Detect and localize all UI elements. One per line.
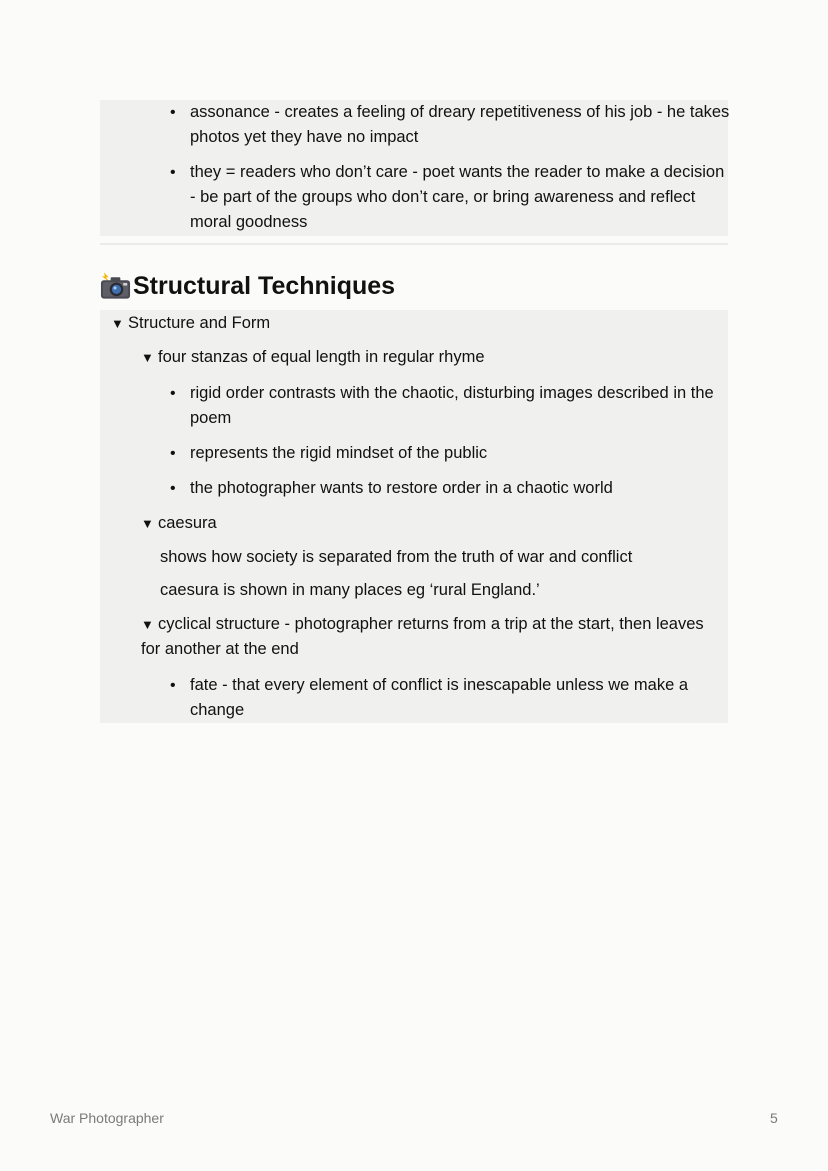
bullet-dot: •	[170, 385, 176, 402]
list-item-text: rigid order contrasts with the chaotic, disturbing images described in the poem	[190, 384, 714, 427]
toggle-label: caesura	[158, 514, 217, 532]
toggle-triangle-icon[interactable]: ▼	[141, 617, 154, 632]
footer-title: War Photographer	[50, 1110, 164, 1126]
list-item-text: the photographer wants to restore order in a chaotic world	[190, 479, 613, 497]
toggle-label: Structure and Form	[128, 314, 271, 332]
paragraph: shows how society is separated from the truth of war and conflict	[160, 548, 633, 566]
toggle-four-stanzas[interactable]	[141, 345, 485, 370]
structure-toggle-block	[100, 310, 728, 723]
list-item-text: they = readers who don’t care - poet wants the reader to make a decision - be part of the groups who don’t care, or bring awareness and reflect moral goodness	[190, 163, 725, 231]
toggle-triangle-icon[interactable]: ▼	[141, 516, 154, 531]
bullet-dot: •	[170, 677, 176, 694]
toggle-triangle-icon[interactable]: ▼	[141, 350, 154, 365]
list-item	[170, 673, 730, 723]
paragraph: caesura is shown in many places eg ‘rural England.’	[160, 581, 540, 599]
list-item	[170, 381, 730, 431]
toggle-cyclical-structure[interactable]	[141, 612, 721, 662]
bullet-dot: •	[170, 164, 176, 181]
list-item	[170, 100, 730, 150]
list-item-text: represents the rigid mindset of the public	[190, 444, 488, 462]
toggle-label: four stanzas of equal length in regular rhyme	[158, 348, 485, 366]
list-item	[170, 160, 730, 235]
list-item	[170, 441, 730, 466]
list-item-text: fate - that every element of conflict is inescapable unless we make a change	[190, 676, 689, 719]
bullet-dot: •	[170, 445, 176, 462]
toggle-label: cyclical structure - photographer returns from a trip at the start, then leaves for another at the end	[141, 615, 704, 658]
toggle-triangle-icon[interactable]: ▼	[111, 316, 124, 331]
section-heading	[100, 269, 395, 303]
page-number: 5	[770, 1110, 778, 1126]
toggle-caesura[interactable]	[141, 511, 217, 536]
bullet-dot: •	[170, 104, 176, 121]
divider	[100, 243, 728, 245]
section-heading-text: Structural Techniques	[133, 272, 396, 300]
camera-with-flash-icon	[100, 272, 131, 300]
list-item	[170, 476, 730, 501]
list-item-text: assonance - creates a feeling of dreary repetitiveness of his job - he takes photos yet they have no impact	[190, 103, 730, 146]
toggle-structure-and-form[interactable]	[111, 311, 270, 336]
top-callout-block	[100, 100, 728, 236]
bullet-dot: •	[170, 480, 176, 497]
